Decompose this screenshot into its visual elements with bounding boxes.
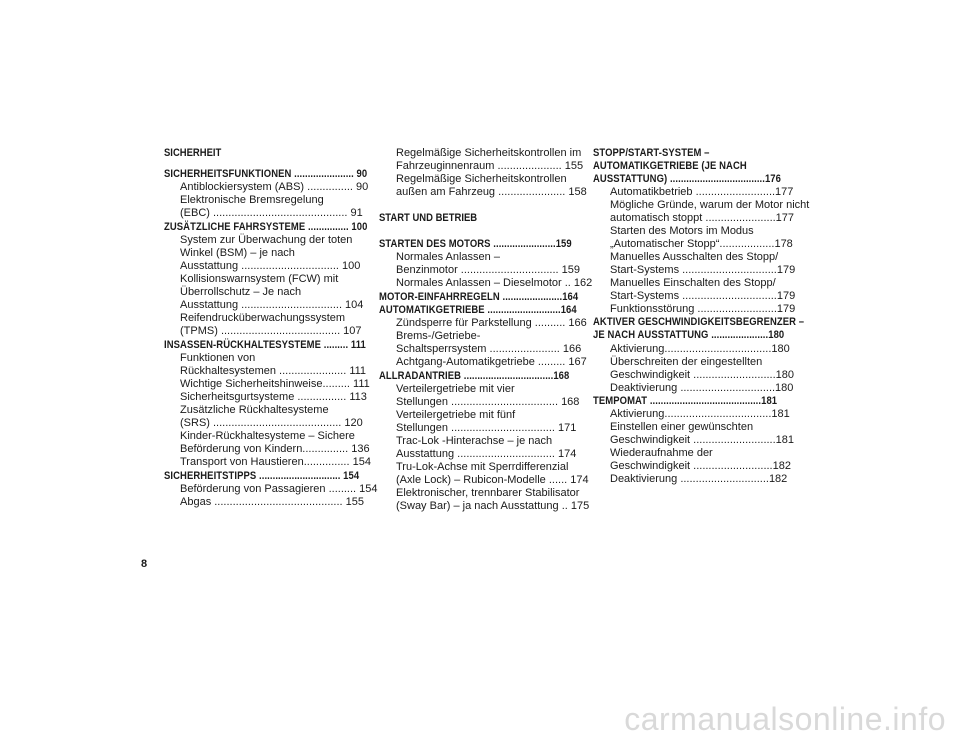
toc-subentry: Kinder-Rückhaltesysteme – Sichere [180,430,355,442]
toc-subentry: Transport von Haustieren............... 154 [180,456,371,468]
toc-subentry: Kollisionswarnsystem (FCW) mit [180,273,339,285]
toc-heading: JE NACH AUSSTATTUNG .....................180 [593,329,785,341]
toc-subentry: Stellungen ................................... 168 [396,396,580,408]
toc-heading: TEMPOMAT .........................................181 [593,395,778,407]
toc-subentry: Abgas .......................................... 155 [180,496,365,508]
toc-subentry: Automatikbetrieb ..........................177 [610,186,794,198]
toc-subentry: Beförderung von Kindern............... 136 [180,443,370,455]
toc-subentry: Start-Systems ...............................179 [610,290,796,302]
toc-subentry: System zur Überwachung der toten [180,234,353,246]
toc-subentry: (TPMS) ....................................... 107 [180,325,362,337]
toc-subentry: Ausstattung ................................ 100 [180,260,361,272]
toc-subentry: (EBC) ............................................ 91 [180,207,363,219]
toc-subentry: Aktivierung...................................180 [610,343,790,355]
toc-subentry: Deaktivierung .............................182 [610,473,788,485]
toc-subentry: außen am Fahrzeug ...................... 158 [396,186,587,198]
toc-subentry: Aktivierung...................................181 [610,408,790,420]
toc-subentry: Regelmäßige Sicherheitskontrollen [396,173,567,185]
toc-subentry: Funktionen von [180,352,256,364]
toc-heading: AUTOMATIKGETRIEBE (JE NACH [593,160,747,172]
toc-heading: INSASSEN-RÜCKHALTESYSTEME ......... 111 [164,339,366,351]
toc-subentry: Elektronischer, trennbarer Stabilisator [396,487,580,499]
toc-subentry: Achtgang-Automatikgetriebe ......... 167 [396,356,587,368]
toc-subentry: Stellungen .................................. 171 [396,422,577,434]
toc-subentry: Sicherheitsgurtsysteme ................ 113 [180,391,367,403]
toc-subentry: Trac-Lok -Hinterachse – je nach [396,435,553,447]
toc-subentry: Wiederaufnahme der [610,447,713,459]
toc-subentry: Geschwindigkeit ...........................180 [610,369,795,381]
toc-subentry: „Automatischer Stopp“..................178 [610,238,793,250]
toc-subentry: Funktionsstörung ..........................179 [610,303,796,315]
toc-heading: STOPP/START-SYSTEM – [593,147,710,159]
toc-heading: AKTIVER GESCHWINDIGKEITSBEGRENZER – [593,316,805,328]
toc-subentry: Fahrzeuginnenraum ..................... 155 [396,160,584,172]
toc-subentry: automatisch stoppt .......................177 [610,212,795,224]
toc-subentry: Wichtige Sicherheitshinweise......... 111 [180,378,370,390]
toc-subentry: Überrollschutz – Je nach [180,286,302,298]
toc-subentry: Verteilergetriebe mit vier [396,383,515,395]
toc-subentry: Ausstattung ................................ 174 [396,448,577,460]
toc-subentry: Zündsperre für Parkstellung .......... 166 [396,317,587,329]
toc-heading: STARTEN DES MOTORS .......................159 [379,238,572,250]
toc-subentry: Überschreiten der eingestellten [610,356,763,368]
toc-subentry: Schaltsperrsystem ....................... 166 [396,343,582,355]
toc-subentry: Normales Anlassen – Dieselmotor .. 162 [396,277,593,289]
toc-subentry: Zusätzliche Rückhaltesysteme [180,404,329,416]
toc-subentry: Verteilergetriebe mit fünf [396,409,516,421]
toc-subentry: Reifendrucküberwachungssystem [180,312,346,324]
toc-subentry: Antiblockiersystem (ABS) ............... 90 [180,181,369,193]
toc-subentry: Ausstattung ................................. 104 [180,299,364,311]
toc-subentry: Rückhaltesystemen ...................... 111 [180,365,367,377]
toc-heading: SICHERHEITSFUNKTIONEN ...................... 90 [164,168,368,180]
toc-subentry: (Sway Bar) – ja nach Ausstattung .. 175 [396,500,590,512]
toc-heading: MOTOR-EINFAHRREGELN ......................164 [379,291,579,303]
toc-heading: ZUSÄTZLICHE FAHRSYSTEME ............... 100 [164,221,368,233]
toc-subentry: Mögliche Gründe, warum der Motor nicht [610,199,810,211]
toc-subentry: Brems-/Getriebe- [396,330,481,342]
toc-heading: AUSSTATTUNG) ...................................176 [593,173,782,185]
toc-subentry: Starten des Motors im Modus [610,225,754,237]
toc-subentry: Manuelles Einschalten des Stopp/ [610,277,776,289]
toc-subentry: Geschwindigkeit ...........................181 [610,434,795,446]
toc-heading: AUTOMATIKGETRIEBE ...........................164 [379,304,577,316]
toc-heading: ALLRADANTRIEB .................................168 [379,370,570,382]
toc-subentry: Manuelles Ausschalten des Stopp/ [610,251,779,263]
toc-subentry: Beförderung von Passagieren ......... 154 [180,483,378,495]
toc-subentry: Geschwindigkeit ..........................182 [610,460,791,472]
toc-subentry: (Axle Lock) – Rubicon-Modelle ...... 174 [396,474,589,486]
toc-subentry: Deaktivierung ...............................180 [610,382,794,394]
toc-subentry: Benzinmotor ................................ 159 [396,264,581,276]
section-title: SICHERHEIT [164,147,222,159]
toc-subentry: Start-Systems ...............................179 [610,264,796,276]
toc-subentry: Regelmäßige Sicherheitskontrollen im [396,147,582,159]
section-title: START UND BETRIEB [379,212,478,224]
toc-subentry: Winkel (BSM) – je nach [180,247,295,259]
toc-heading: SICHERHEITSTIPPS .............................. 154 [164,470,360,482]
toc-subentry: Einstellen einer gewünschten [610,421,754,433]
watermark: carmanualsonline.info [624,701,946,737]
toc-subentry: Normales Anlassen – [396,251,500,263]
toc-subentry: (SRS) .......................................... 120 [180,417,363,429]
toc-subentry: Elektronische Bremsregelung [180,194,324,206]
toc-subentry: Tru-Lok-Achse mit Sperrdifferenzial [396,461,569,473]
page-number: 8 [141,558,148,570]
